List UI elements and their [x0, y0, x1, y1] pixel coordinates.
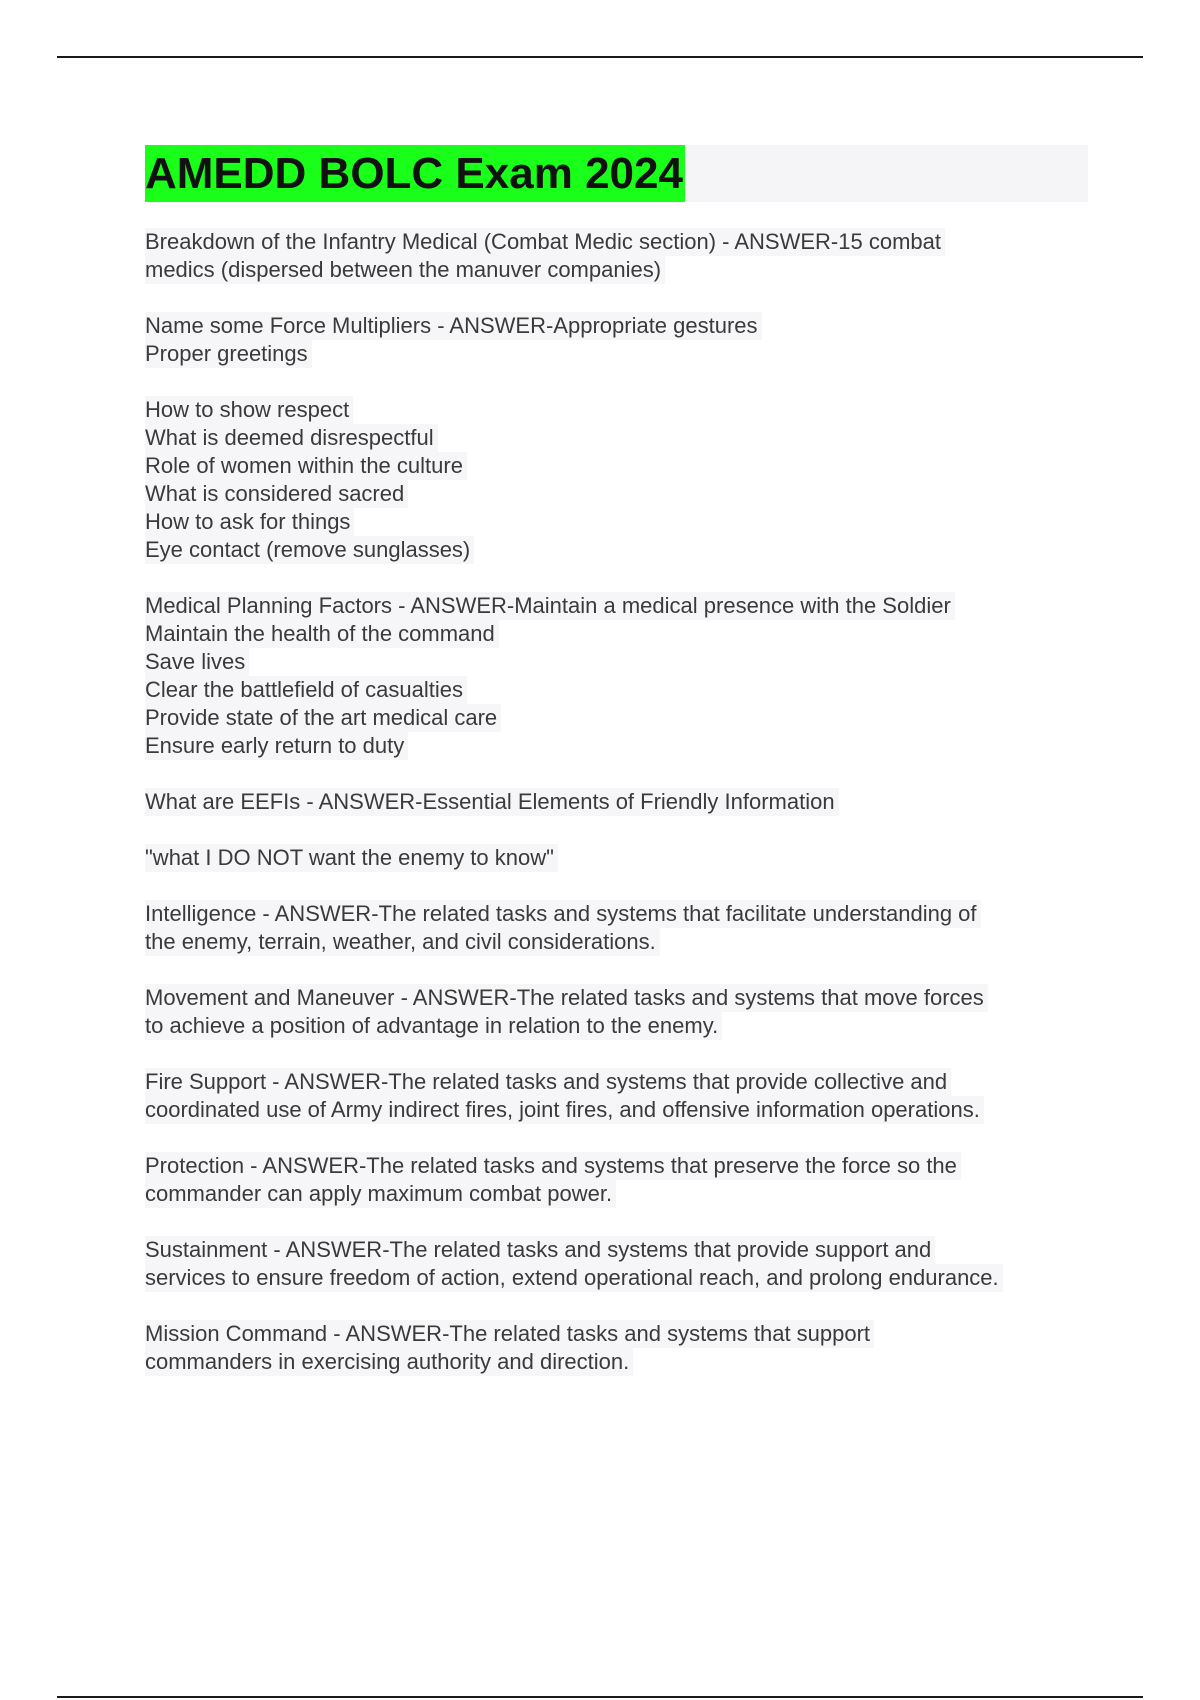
entry-mission-command — [145, 1320, 1105, 1376]
entry-eefis — [145, 788, 1105, 816]
text-line: commander can apply maximum combat power. — [145, 1180, 616, 1208]
entry-eefi-quote — [145, 844, 1105, 872]
text-line: Ensure early return to duty — [145, 732, 408, 760]
entry-fire-support — [145, 1068, 1105, 1124]
bottom-rule — [57, 1696, 1143, 1698]
text-line: Proper greetings — [145, 340, 312, 368]
entry-movement-maneuver — [145, 984, 1105, 1040]
entry-infantry-medical — [145, 228, 1105, 284]
entry-force-multipliers — [145, 312, 1105, 368]
text-line: How to ask for things — [145, 508, 354, 536]
text-line: Protection - ANSWER-The related tasks and systems that preserve the force so the — [145, 1152, 961, 1180]
entry-intelligence — [145, 900, 1105, 956]
entry-protection — [145, 1152, 1105, 1208]
text-line: Save lives — [145, 648, 249, 676]
text-line: Provide state of the art medical care — [145, 704, 501, 732]
text-line: commanders in exercising authority and direction. — [145, 1348, 633, 1376]
text-line: coordinated use of Army indirect fires, joint fires, and offensive information operations. — [145, 1096, 984, 1124]
text-line: What is considered sacred — [145, 480, 408, 508]
document-body — [145, 228, 1105, 1404]
document-title: AMEDD BOLC Exam 2024 — [145, 145, 685, 202]
text-line: Medical Planning Factors - ANSWER-Maintain a medical presence with the Soldier — [145, 592, 955, 620]
text-line: What is deemed disrespectful — [145, 424, 438, 452]
top-rule — [57, 56, 1143, 58]
text-line: Fire Support - ANSWER-The related tasks and systems that provide collective and — [145, 1068, 951, 1096]
text-line: Intelligence - ANSWER-The related tasks and systems that facilitate understanding of — [145, 900, 981, 928]
text-line: What are EEFIs - ANSWER-Essential Elements of Friendly Information — [145, 788, 839, 816]
text-line: Role of women within the culture — [145, 452, 467, 480]
text-line: How to show respect — [145, 396, 353, 424]
entry-cultural-items — [145, 396, 1105, 564]
text-line: Breakdown of the Infantry Medical (Combat Medic section) - ANSWER-15 combat — [145, 228, 945, 256]
text-line: Eye contact (remove sunglasses) — [145, 536, 474, 564]
entry-sustainment — [145, 1236, 1105, 1292]
text-line: Sustainment - ANSWER-The related tasks and systems that provide support and — [145, 1236, 935, 1264]
text-line: "what I DO NOT want the enemy to know" — [145, 844, 558, 872]
text-line: to achieve a position of advantage in relation to the enemy. — [145, 1012, 722, 1040]
text-line: Movement and Maneuver - ANSWER-The related tasks and systems that move forces — [145, 984, 988, 1012]
text-line: the enemy, terrain, weather, and civil considerations. — [145, 928, 660, 956]
title-row — [145, 145, 1088, 202]
text-line: medics (dispersed between the manuver companies) — [145, 256, 665, 284]
text-line: Clear the battlefield of casualties — [145, 676, 467, 704]
entry-medical-planning-factors — [145, 592, 1105, 760]
text-line: Name some Force Multipliers - ANSWER-Appropriate gestures — [145, 312, 762, 340]
text-line: Mission Command - ANSWER-The related tasks and systems that support — [145, 1320, 874, 1348]
text-line: services to ensure freedom of action, extend operational reach, and prolong endurance. — [145, 1264, 1003, 1292]
text-line: Maintain the health of the command — [145, 620, 499, 648]
